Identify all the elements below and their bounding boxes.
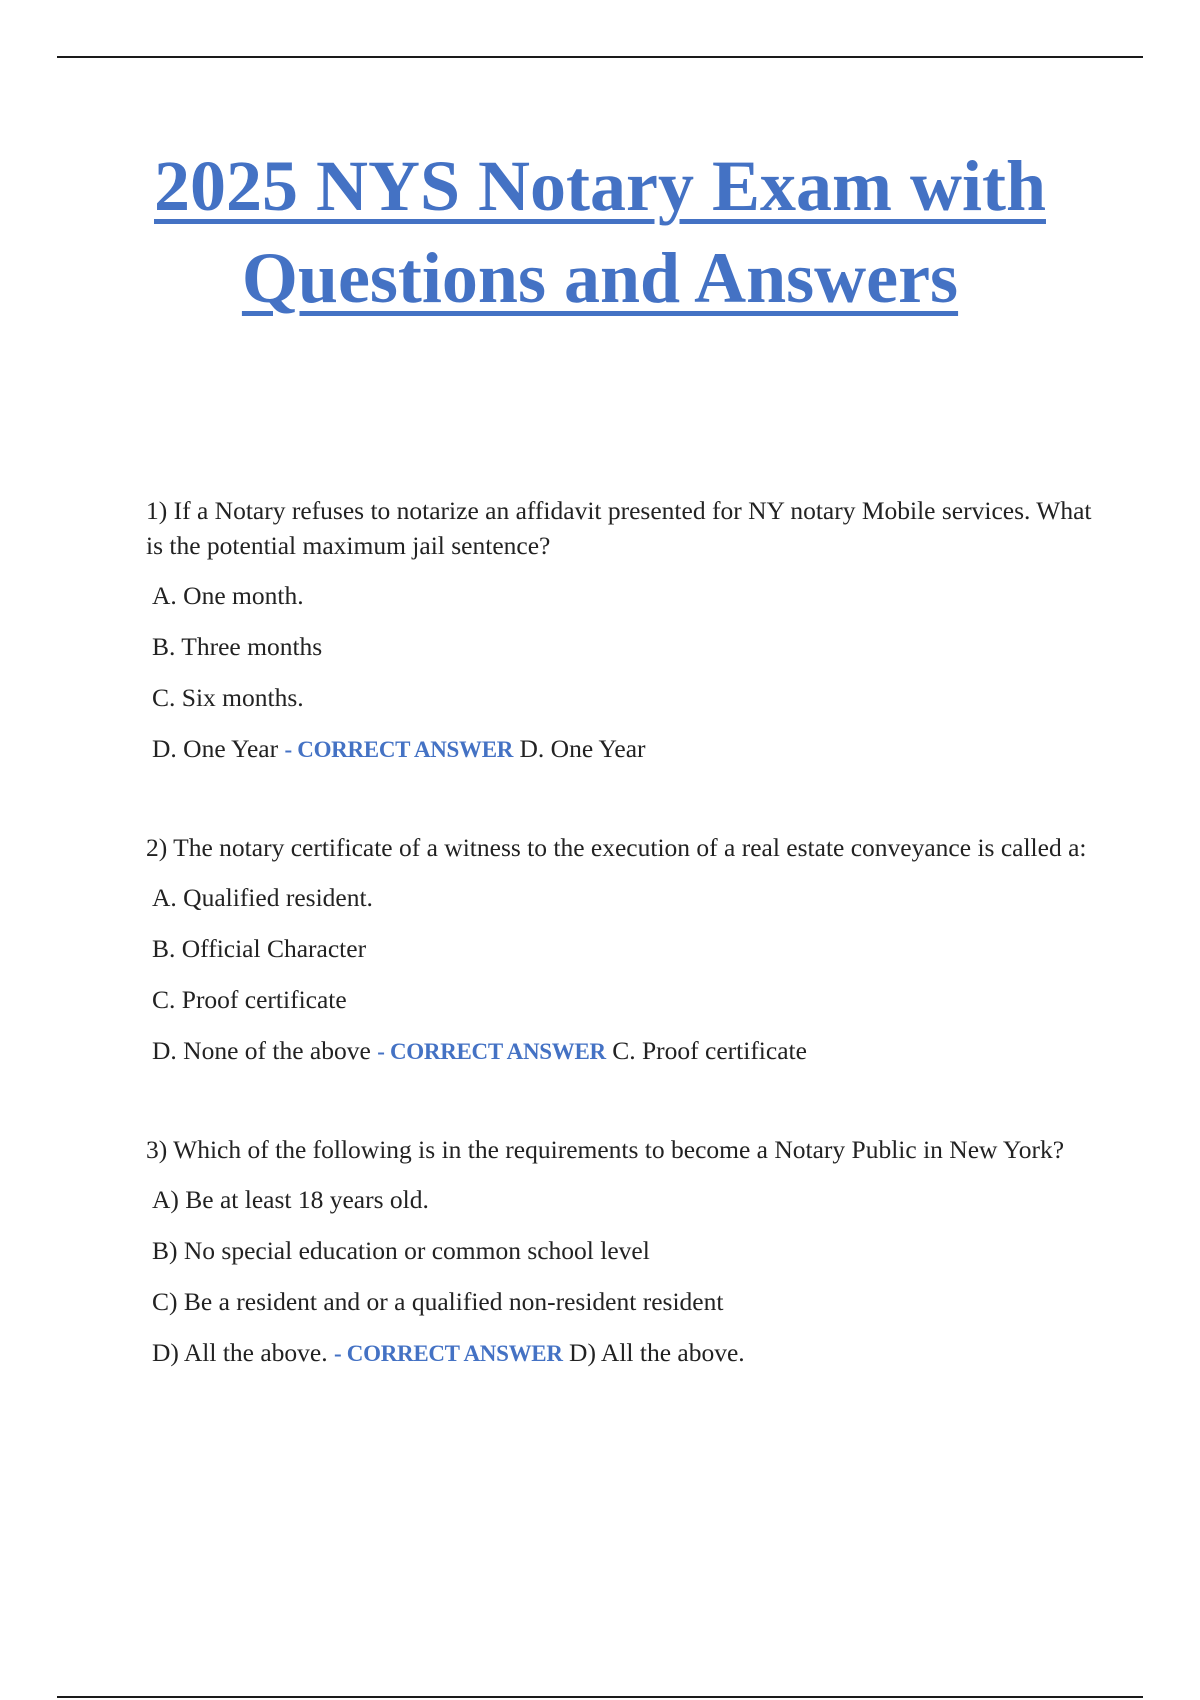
- question-2: [146, 830, 1095, 1070]
- document-title: 2025 NYS Notary Exam with Questions and Answers: [154, 146, 1046, 318]
- option-a: A) Be at least 18 years old.: [152, 1185, 429, 1214]
- question-list: [146, 493, 1095, 1372]
- option-d-with-answer: [152, 1335, 1095, 1372]
- correct-answer: D) All the above.: [569, 1338, 745, 1367]
- question-text: 3) Which of the following is in the requirements to become a Notary Public in New York?: [146, 1135, 1065, 1164]
- option-d-with-answer: [152, 1033, 1095, 1070]
- option-a: A. Qualified resident.: [152, 883, 373, 912]
- option-d: D. One Year: [152, 734, 279, 763]
- option-b: B. Official Character: [152, 934, 367, 963]
- question-text: 1) If a Notary refuses to notarize an affidavit presented for NY notary Mobile services. What is the potential maximum jail sentence?: [146, 496, 1092, 560]
- correct-answer-label: - CORRECT ANSWER: [377, 1039, 606, 1064]
- correct-answer-label: - CORRECT ANSWER: [334, 1341, 563, 1366]
- option-b: B) No special education or common school level: [152, 1236, 650, 1265]
- option-c: C. Six months.: [152, 683, 304, 712]
- option-a: A. One month.: [152, 581, 304, 610]
- top-rule: [57, 56, 1143, 58]
- option-d: D) All the above.: [152, 1338, 328, 1367]
- correct-answer-label: - CORRECT ANSWER: [284, 737, 514, 762]
- option-b: B. Three months: [152, 632, 323, 661]
- correct-answer: C. Proof certificate: [612, 1036, 807, 1065]
- question-text: 2) The notary certificate of a witness to the execution of a real estate conveyance is called a:: [146, 833, 1087, 862]
- question-1: [146, 493, 1095, 768]
- option-d-with-answer: [152, 731, 1095, 768]
- correct-answer: D. One Year: [519, 734, 646, 763]
- option-c: C. Proof certificate: [152, 985, 347, 1014]
- question-3: [146, 1132, 1095, 1372]
- bottom-rule: [57, 1696, 1143, 1698]
- option-d: D. None of the above: [152, 1036, 371, 1065]
- option-c: C) Be a resident and or a qualified non-resident resident: [152, 1287, 724, 1316]
